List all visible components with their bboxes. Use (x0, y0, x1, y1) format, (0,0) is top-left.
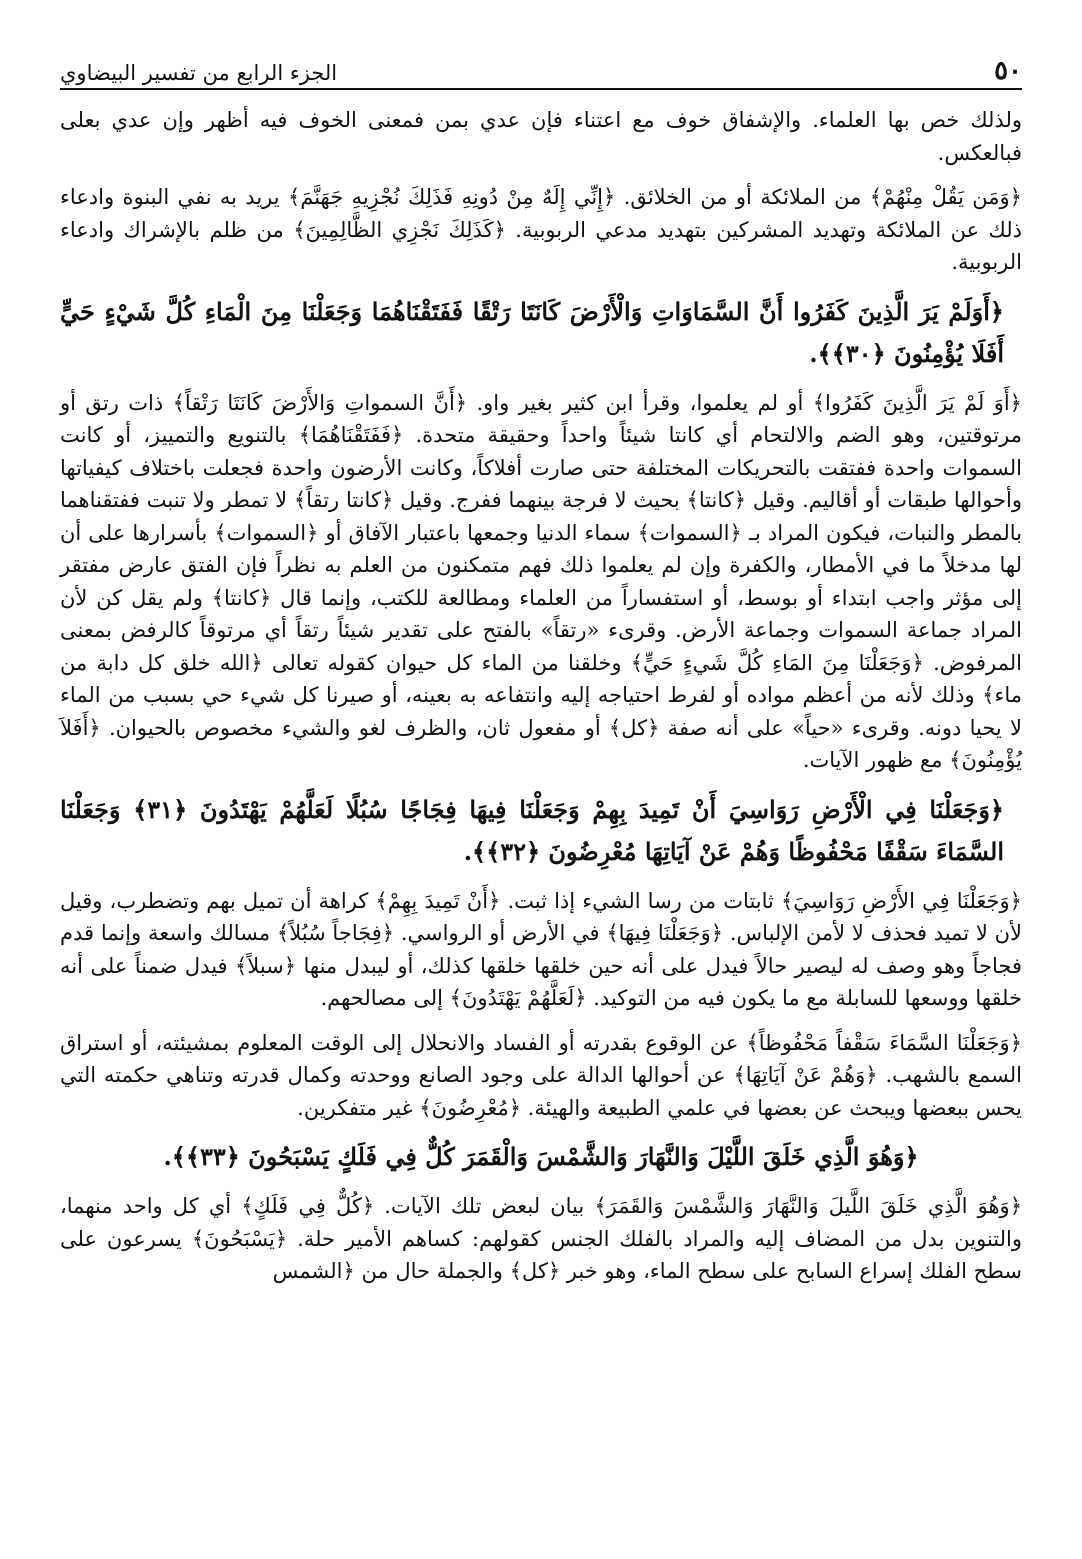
running-title: الجزء الرابع من تفسير البيضاوي (60, 61, 338, 85)
quran-verse: ﴿وَجَعَلْنَا فِي الْأَرْضِ رَوَاسِيَ أَنْ تَمِيدَ بِهِمْ وَجَعَلْنَا فِيهَا فِجَاجًا سُبُلًا لَعَلَّهُمْ يَهْتَدُونَ ﴿٣١﴾ وَجَعَلْنَا السَّمَاءَ سَقْفًا مَحْفُوظًا وَهُمْ عَنْ آيَاتِهَا مُعْرِضُونَ ﴿٣٢﴾﴾. (60, 794, 1004, 866)
page-header (60, 50, 1022, 90)
commentary-paragraph: ﴿وَهُوَ الَّذِي خَلَقَ اللَّيلَ وَالنَّهَارَ وَالشَّمْسَ وَالقَمَرَ﴾ بيان لبعض تلك الآيات. ﴿كُلٌّ فِي فَلَكٍ﴾ أي كل واحد منهما، والتنوين بدل من المضاف إليه والمراد بالفلك الجنس كقولهم: كساهم الأمير حلة. ﴿يَسْبَحُونَ﴾ يسرعون على سطح الفلك إسراع السابح على سطح الماء، وهو خبر ﴿كل﴾ والجملة حال من ﴿الشمس (60, 1194, 1022, 1283)
commentary-paragraph: ﴿وَمَن يَقُلْ مِنْهُمْ﴾ من الملائكة أو من الخلائق. ﴿إِنِّي إِلَهٌ مِنْ دُونِهِ فَذَلِكَ نُجْزِيهِ جَهَنَّمَ﴾ يريد به نفي البنوة وادعاء ذلك عن الملائكة وتهديد المشركين بتهديد مدعي الربوبية. ﴿كَذَلِكَ نَجْزِي الظَّالِمِينَ﴾ من ظلم بالإشراك وادعاء الربوبية. (60, 185, 1022, 274)
quran-verse: ﴿أَوَلَمْ يَرَ الَّذِينَ كَفَرُوا أَنَّ السَّمَاوَاتِ وَالْأَرْضَ كَانَتَا رَتْقًا فَفَتَقْنَاهُمَا وَجَعَلْنَا مِنَ الْمَاءِ كُلَّ شَيْءٍ حَيٍّ أَفَلَا يُؤْمِنُونَ ﴿٣٠﴾﴾. (60, 296, 1004, 368)
quran-verse: ﴿وَهُوَ الَّذِي خَلَقَ اللَّيْلَ وَالنَّهَارَ وَالشَّمْسَ وَالْقَمَرَ كُلٌّ فِي فَلَكٍ يَسْبَحُونَ ﴿٣٣﴾﴾. (163, 1142, 919, 1171)
commentary-paragraph: ولذلك خص بها العلماء. والإشفاق خوف مع اعتناء فإن عدي بمن فمعنى الخوف فيه أظهر وإن عدي بعلى فبالعكس. (60, 108, 1022, 165)
commentary-paragraph: ﴿أَوَ لَمْ يَرَ الَّذِينَ كَفَرُوا﴾ أو لم يعلموا، وقرأ ابن كثير بغير واو. ﴿أَنَّ السمواتِ وَالأَرْضَ كَانَتَا رَتْقاً﴾ ذات رتق أو مرتوقتين، وهو الضم والالتحام أي كانتا شيئاً واحداً وحقيقة متحدة. ﴿فَفَتَقْنَاهُمَا﴾ بالتنويع والتمييز، أو كانت السموات واحدة ففتقت بالتحريكات المختلفة حتى صارت أفلاكاً، وكانت الأرضون واحدة فجعلت باختلاف كيفياتها وأحوالها طبقات أو أقاليم. وقيل ﴿كانتا﴾ بحيث لا فرجة بينهما ففرج. وقيل ﴿كانتا رتقاً﴾ لا تمطر ولا تنبت ففتقناهما بالمطر والنبات، فيكون المراد بـ ﴿السموات﴾ سماء الدنيا وجمعها باعتبار الآفاق أو ﴿السموات﴾ بأسرارها على أن لها مدخلاً ما في الأمطار، والكفرة وإن لم يعلموا ذلك فهم متمكنون من العلم به نظراً فإن الفتق عارض مفتقر إلى مؤثر واجب ابتداء أو بوسط، أو استفساراً من العلماء ومطالعة للكتب، وإنما قال ﴿كانتا﴾ ولم يقل كن لأن المراد جماعة السموات وجماعة الأرض. وقرىء «رتقاً» بالفتح على تقدير شيئاً رتقاً أي مرتوقاً كالرفض بمعنى المرفوض. ﴿وَجَعَلْنَا مِنَ المَاءِ كُلَّ شَيءٍ حَيٍّ﴾ وخلقنا من الماء كل حيوان كقوله تعالى ﴿الله خلق كل دابة من ماء﴾ وذلك لأنه من أعظم مواده أو لفرط احتياجه إليه وانتفاعه به بعينه، أو صيرنا كل شيء حي بسبب من الماء لا يحيا دونه. وقرىء «حياً» على أنه صفة ﴿كل﴾ أو مفعول ثان، والظرف لغو والشيء مخصوص بالحيوان. ﴿أَفَلاَ يُؤْمِنُونَ﴾ مع ظهور الآيات. (60, 390, 1022, 772)
commentary-paragraph: ﴿وَجَعَلْنَا السَّمَاءَ سَقْفاً مَحْفُوظاً﴾ عن الوقوع بقدرته أو الفساد والانحلال إلى الوقت المعلوم بمشيئته، أو استراق السمع بالشهب. ﴿وَهُمْ عَنْ آيَاتِهَا﴾ عن أحوالها الدالة على وجود الصانع ووحدته وكمال قدرته وتناهي حكمته التي يحس ببعضها ويبحث عن بعضها في علمي الطبيعة والهيئة. ﴿مُعْرِضُونَ﴾ غير متفكرين. (60, 1030, 1022, 1120)
page-number: ٥٠ (994, 56, 1022, 86)
page-body (60, 104, 1022, 1288)
page (60, 50, 1022, 1300)
commentary-paragraph: ﴿وَجَعَلْنَا فِي الأَرْضِ رَوَاسِيَ﴾ ثابتات من رسا الشيء إذا ثبت. ﴿أَنْ تَمِيدَ بِهِمْ﴾ كراهة أن تميل بهم وتضطرب، وقيل لأن لا تميد فحذف لا لأمن الإلباس. ﴿وَجَعَلْنَا فِيهَا﴾ في الأرض أو الرواسي. ﴿فِجَاجاً سُبُلاً﴾ مسالك واسعة وإنما قدم فجاجاً وهو وصف له ليصير حالاً فيدل على أنه حين خلقها خلقها كذلك، أو ليبدل منها ﴿سبلاً﴾ فيدل ضمناً على أنه خلقها ووسعها للسابلة مع ما يكون فيه من التوكيد. ﴿لَعَلَّهُمْ يَهْتَدُونَ﴾ إلى مصالحهم. (60, 888, 1022, 1010)
